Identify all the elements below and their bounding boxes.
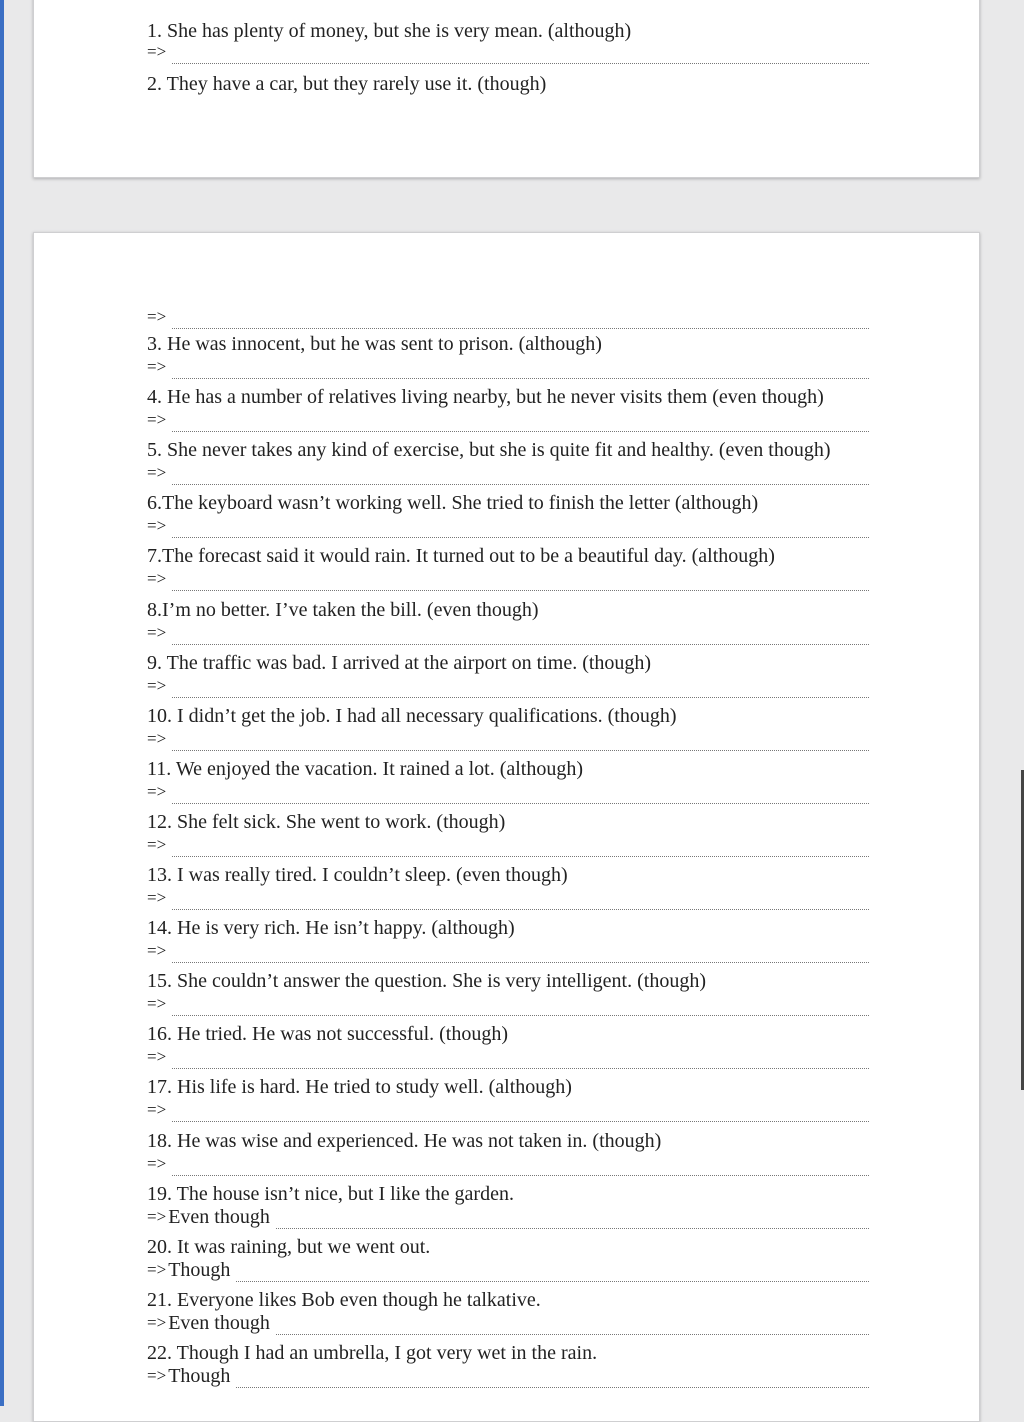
question-text: 8.I’m no better. I’ve taken the bill. (even though)	[147, 599, 539, 621]
answer-line[interactable]	[147, 992, 869, 1016]
dotted-answer-blank[interactable]	[172, 362, 869, 379]
answer-line[interactable]	[147, 1364, 869, 1388]
answer-arrow: =>	[147, 1366, 167, 1385]
question-text: 18. He was wise and experienced. He was not taken in. (though)	[147, 1130, 662, 1152]
dotted-answer-blank[interactable]	[172, 47, 869, 64]
dotted-answer-blank[interactable]	[172, 1105, 869, 1122]
answer-line[interactable]	[147, 461, 869, 485]
dotted-answer-blank[interactable]	[236, 1265, 869, 1282]
question-text: 17. His life is hard. He tried to study well. (although)	[147, 1076, 572, 1098]
answer-line[interactable]	[147, 1258, 869, 1282]
answer-arrow: =>	[147, 835, 167, 854]
question-text: 13. I was really tired. I couldn’t sleep. (even though)	[147, 864, 568, 886]
question-text: 6.The keyboard wasn’t working well. She tried to finish the letter (although)	[147, 492, 759, 514]
answer-arrow: =>	[147, 357, 167, 376]
dotted-answer-blank[interactable]	[172, 1159, 869, 1176]
dotted-answer-blank[interactable]	[172, 893, 869, 910]
document-page-2	[33, 232, 980, 1422]
answer-line[interactable]	[147, 40, 869, 64]
answer-arrow: =>	[147, 463, 167, 482]
question-text: 2. They have a car, but they rarely use it. (though)	[147, 73, 547, 95]
question-text: 14. He is very rich. He isn’t happy. (although)	[147, 917, 515, 939]
question-text: 9. The traffic was bad. I arrived at the airport on time. (though)	[147, 652, 652, 674]
answer-arrow: =>	[147, 729, 167, 748]
answer-prefix: Though	[168, 1365, 231, 1387]
answer-line[interactable]	[147, 621, 869, 645]
answer-prefix: Even though	[168, 1206, 270, 1228]
answer-arrow: =>	[147, 1047, 167, 1066]
dotted-answer-blank[interactable]	[172, 574, 869, 591]
dotted-answer-blank[interactable]	[276, 1318, 869, 1335]
question-text: 20. It was raining, but we went out.	[147, 1236, 431, 1258]
answer-arrow: =>	[147, 888, 167, 907]
question-text: 16. He tried. He was not successful. (though)	[147, 1023, 509, 1045]
answer-line[interactable]	[147, 1205, 869, 1229]
answer-arrow: =>	[147, 1100, 167, 1119]
left-accent-bar	[0, 0, 4, 1406]
answer-line[interactable]	[147, 1152, 869, 1176]
question-text: 5. She never takes any kind of exercise, but she is quite fit and healthy. (even though)	[147, 439, 831, 461]
document-page-1	[33, 0, 980, 178]
question-text: 1. She has plenty of money, but she is very mean. (although)	[147, 20, 632, 42]
answer-line[interactable]	[147, 514, 869, 538]
answer-prefix: Even though	[168, 1312, 270, 1334]
answer-arrow: =>	[147, 516, 167, 535]
answer-line[interactable]	[147, 567, 869, 591]
answer-line[interactable]	[147, 1098, 869, 1122]
dotted-answer-blank[interactable]	[172, 628, 869, 645]
question-text: 10. I didn’t get the job. I had all necessary qualifications. (though)	[147, 705, 677, 727]
question-text: 19. The house isn’t nice, but I like the garden.	[147, 1183, 514, 1205]
dotted-answer-blank[interactable]	[172, 415, 869, 432]
question-text: 7.The forecast said it would rain. It turned out to be a beautiful day. (although)	[147, 545, 775, 567]
answer-arrow: =>	[147, 1207, 167, 1226]
answer-line[interactable]	[147, 833, 869, 857]
answer-line[interactable]	[147, 355, 869, 379]
dotted-answer-blank[interactable]	[172, 787, 869, 804]
answer-arrow: =>	[147, 569, 167, 588]
answer-arrow: =>	[147, 1154, 167, 1173]
answer-line[interactable]	[147, 1311, 869, 1335]
answer-arrow: =>	[147, 994, 167, 1013]
question-text: 15. She couldn’t answer the question. She is very intelligent. (though)	[147, 970, 706, 992]
answer-line[interactable]	[147, 305, 869, 329]
question-text: 12. She felt sick. She went to work. (though)	[147, 811, 506, 833]
answer-arrow: =>	[147, 623, 167, 642]
answer-arrow: =>	[147, 1313, 167, 1332]
dotted-answer-blank[interactable]	[172, 999, 869, 1016]
answer-prefix: Though	[168, 1259, 231, 1281]
question-text: 11. We enjoyed the vacation. It rained a lot. (although)	[147, 758, 584, 780]
answer-line[interactable]	[147, 886, 869, 910]
question-text: 3. He was innocent, but he was sent to prison. (although)	[147, 333, 602, 355]
answer-line[interactable]	[147, 780, 869, 804]
answer-line[interactable]	[147, 727, 869, 751]
dotted-answer-blank[interactable]	[172, 521, 869, 538]
answer-line[interactable]	[147, 939, 869, 963]
answer-arrow: =>	[147, 676, 167, 695]
question-text: 21. Everyone likes Bob even though he talkative.	[147, 1289, 541, 1311]
dotted-answer-blank[interactable]	[236, 1371, 869, 1388]
answer-line[interactable]	[147, 1045, 869, 1069]
answer-arrow: =>	[147, 782, 167, 801]
dotted-answer-blank[interactable]	[172, 681, 869, 698]
question-text: 4. He has a number of relatives living nearby, but he never visits them (even though)	[147, 386, 824, 408]
dotted-answer-blank[interactable]	[172, 312, 869, 329]
dotted-answer-blank[interactable]	[172, 840, 869, 857]
dotted-answer-blank[interactable]	[172, 946, 869, 963]
answer-arrow: =>	[147, 307, 167, 326]
answer-arrow: =>	[147, 941, 167, 960]
dotted-answer-blank[interactable]	[172, 1052, 869, 1069]
answer-arrow: =>	[147, 1260, 167, 1279]
answer-line[interactable]	[147, 408, 869, 432]
answer-arrow: =>	[147, 410, 167, 429]
question-text: 22. Though I had an umbrella, I got very wet in the rain.	[147, 1342, 598, 1364]
dotted-answer-blank[interactable]	[172, 734, 869, 751]
answer-line[interactable]	[147, 674, 869, 698]
answer-arrow: =>	[147, 42, 167, 61]
dotted-answer-blank[interactable]	[276, 1212, 869, 1229]
dotted-answer-blank[interactable]	[172, 468, 869, 485]
